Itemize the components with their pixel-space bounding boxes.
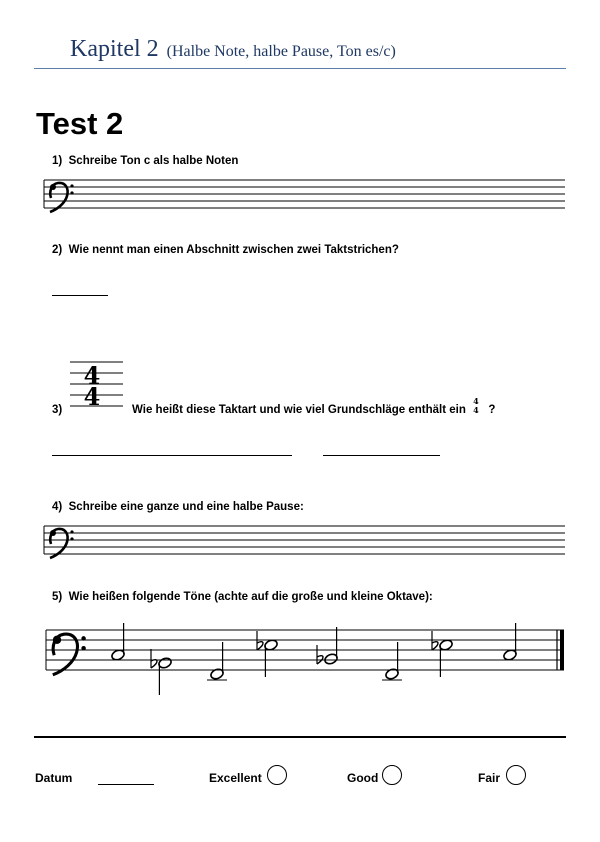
mini-time-signature-top: 4 (473, 395, 479, 406)
question-suffix: ? (488, 404, 496, 416)
rating-label-good: Good (347, 771, 379, 785)
question-number: 5) (52, 591, 63, 603)
rating-label-fair: Fair (478, 771, 501, 785)
question-number: 4) (52, 501, 63, 513)
rating-circle-good[interactable] (382, 765, 402, 785)
date-blank[interactable] (98, 784, 154, 785)
question-number: 1) (52, 155, 63, 167)
question-text: Wie nennt man einen Abschnitt zwischen zwei Taktstrichen? (68, 244, 399, 256)
question-3-number: 3) (52, 404, 63, 416)
footer-divider (34, 736, 566, 738)
chapter-subtitle: (Halbe Note, halbe Pause, Ton es/c) (166, 43, 396, 60)
question-number: 2) (52, 244, 63, 256)
question-text: Wie heißen folgende Töne (achte auf die große und kleine Oktave): (68, 591, 433, 603)
rating-label-excellent: Excellent (209, 771, 262, 785)
flat-icon (317, 645, 323, 664)
test-title: Test 2 (36, 106, 124, 141)
date-label: Datum (35, 771, 73, 785)
time-signature-top: 4 (83, 361, 101, 390)
flat-icon (151, 649, 157, 668)
question-text: Schreibe eine ganze und eine halbe Pause: (68, 501, 304, 513)
rating-circle-fair[interactable] (506, 765, 526, 785)
time-signature-bottom: 4 (83, 382, 101, 411)
question-text: Wie heißt diese Taktart und wie viel Grundschläge enthält ein (132, 404, 466, 416)
question-text: Schreibe Ton c als halbe Noten (68, 155, 239, 167)
chapter-title: Kapitel 2 (70, 36, 159, 62)
rating-circle-excellent[interactable] (267, 765, 287, 785)
mini-time-signature-bottom: 4 (473, 404, 479, 415)
